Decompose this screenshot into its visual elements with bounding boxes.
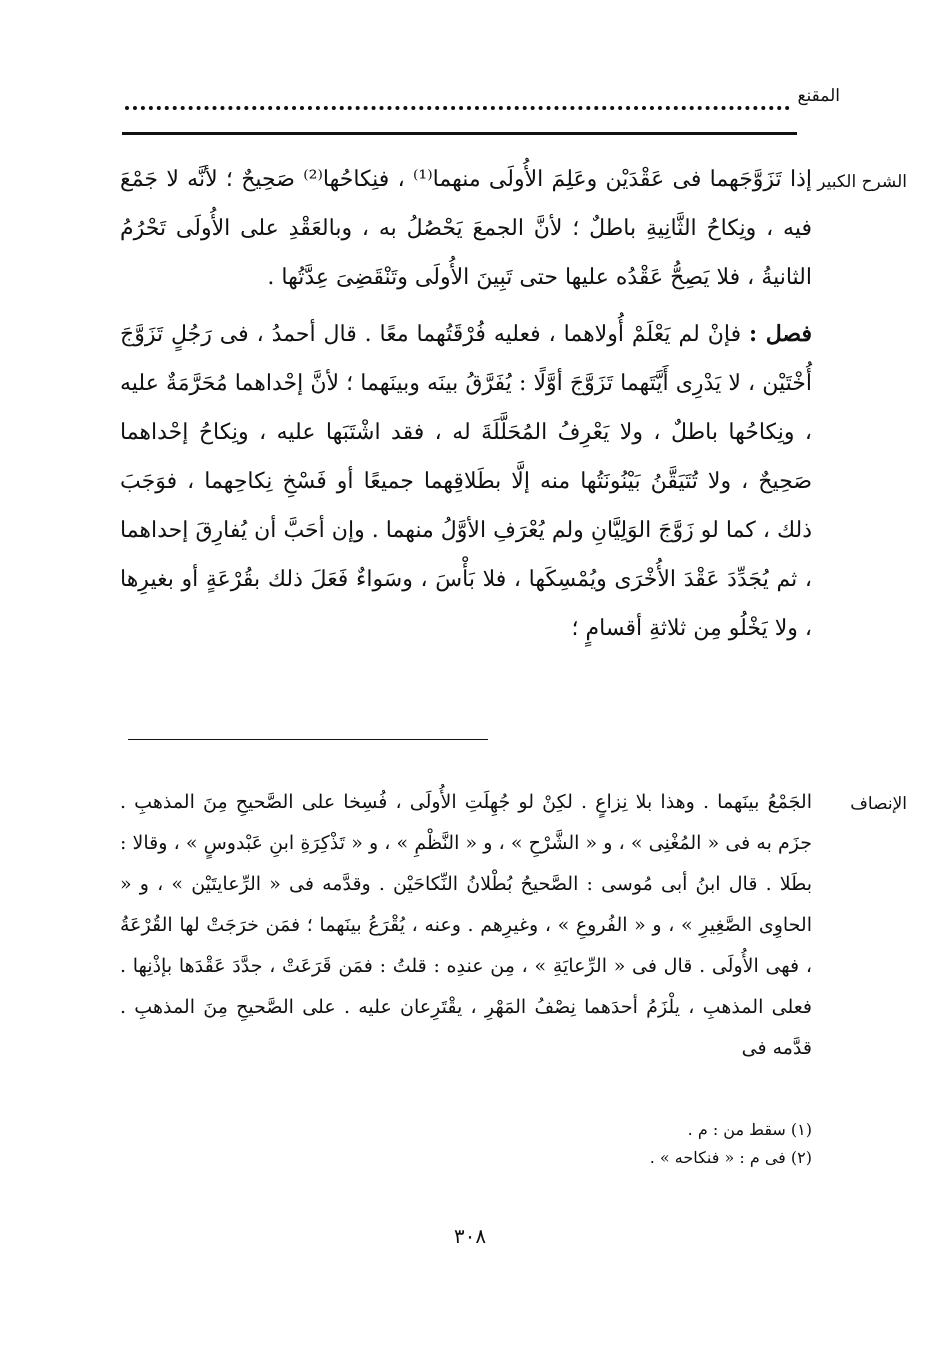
footnote-2: (٢) فى م : « فنكاحه » . (649, 1148, 812, 1167)
page-number: ٣٠٨ (453, 1224, 487, 1248)
footnotes (650, 1116, 812, 1172)
sharh-paragraph-2 (120, 310, 812, 653)
insaf-paragraph: الجَمْعُ بينَهما . وهذا بلا نِزاعٍ . لكِنْ لو جُهِلَتِ الأُولَى ، فُسِخا على الصَّحيحِ مِنَ المذهبِ . جزَم به فى « المُغْنِى » ، و « الشَّرْحِ » ، و « النَّظْمِ » ، و « تَذْكِرَةِ ابنِ عَبْدوسٍ » ، وقالا : بطَلا . قال ابنُ أبى مُوسى : الصَّحيحُ بُطْلانُ النِّكاحَيْن . وقدَّمه فى « الرِّعايتَيْن » ، و « الحاوِى الصَّغِيرِ » ، و « الفُروعِ » ، وغيرِهم . وعنه ، يُقْرَعُ بينَهما ؛ فمَن خرَجَتْ لها القُرْعَةُ ، فهى الأُولَى . قال فى « الرِّعايَةِ » ، مِن عندِه : قلتُ : فمَن قَرَعَتْ ، جدَّدَ عَقْدَها بإذْنِها . فعلى المذهبِ ، يلْزَمُ أحدَهما نِصْفُ المَهْرِ ، يقْتَرِعان عليه . على الصَّحيحِ مِنَ المذهبِ . قدَّمه فى (120, 791, 812, 1059)
section-divider (128, 739, 488, 740)
fasl-heading: فصل : (749, 321, 812, 347)
header-dotted-rule (125, 106, 790, 110)
section-label-insaf: الإنصاف (850, 794, 907, 814)
sharh-text-block (120, 155, 812, 653)
sharh-paragraph-2-text: فإنْ لم يَعْلَمْ أُولاهما ، فعليه فُرْقَتُهما معًا . قال أحمدُ ، فى رَجُلٍ تَزَوَّجَ أُخْتَيْن ، لا يَدْرِى أَيَّتَهما تَزَوَّجَ أوَّلًا : يُفَرَّقُ بينَه وبينَهما ؛ لأنَّ إحْداهما مُحَرَّمَةٌ عليه ، ونِكاحُها باطلٌ ، ولا يَعْرِفُ المُحَلَّلَةَ له ، فقد اشْتَبَها عليه ، ونِكاحُ إحْداهما صَحِيحٌ ، ولا تُتَيَقَّنُ بَيْنُونَتُها منه إلَّا بطَلاقِهما جميعًا أو فَسْخِ نِكاحِهما ، فوَجَبَ ذلك ، كما لو زَوَّجَ الوَلِيَّانِ ولم يُعْرَفِ الأوَّلُ منهما . وإن أحَبَّ أن يُفارِقَ إحداهما ، ثم يُجَدِّدَ عَقْدَ الأُخْرَى ويُمْسِكَها ، فلا بَأْسَ ، وسَواءٌ فَعَلَ ذلك بقُرْعَةٍ أو بغيرِها ، ولا يَخْلُو مِن ثلاثةِ أقسامٍ ؛ (120, 322, 812, 641)
book-title: المقنع (797, 86, 840, 106)
insaf-text-block (120, 782, 812, 1069)
header-rule (122, 132, 797, 135)
section-label-sharh: الشرح الكبير (817, 172, 907, 192)
sharh-paragraph-1: إذا تَزَوَّجَهما فى عَقْدَيْن وعَلِمَ الأُولَى منهما⁽¹⁾ ، فنِكاحُها⁽²⁾ صَحِيحٌ ؛ لأنَّه لا جَمْعَ فيه ، ونِكاحُ الثَّانِيةِ باطلٌ ؛ لأنَّ الجمعَ يَحْصُلُ به ، وبالعَقْدِ على الأُولَى تَحْرُمُ الثانيةُ ، فلا يَصِحُّ عَقْدُه عليها حتى تَبِينَ الأُولَى وتَنْقَضِىَ عِدَّتُها . (120, 167, 812, 290)
footnote-1: (١) سقط من : م . (687, 1120, 812, 1139)
